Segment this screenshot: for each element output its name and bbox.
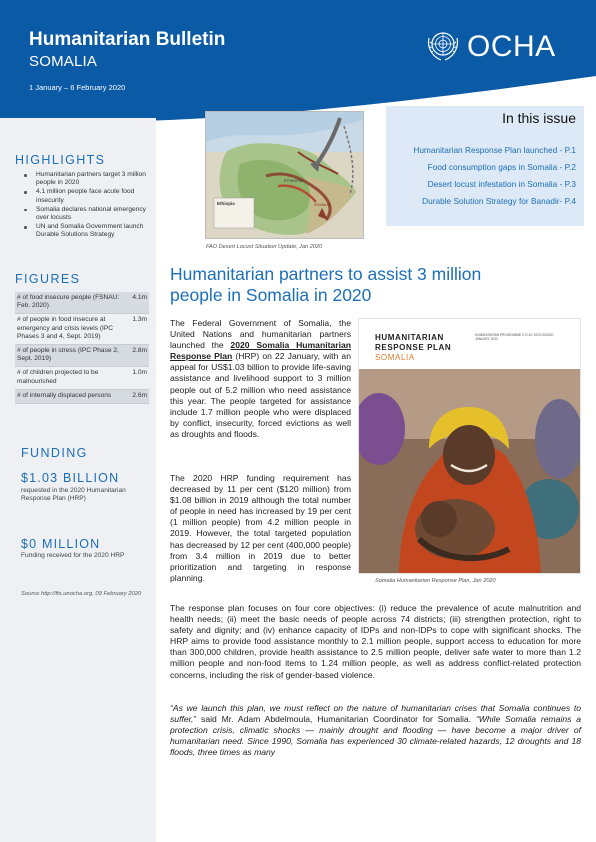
funding-received-amount: $0 MILLION [21,537,101,551]
figures-row [15,292,149,314]
hrp-cover-country: SOMALIA [375,353,415,362]
figure-label: # of children projected to be malnourished [15,367,125,389]
article-paragraph-4 [170,703,581,758]
map-label-somalia: SOMALIA [314,203,331,207]
funding-heading: FUNDING [21,446,88,460]
figure-value: 1.0m [125,367,149,389]
highlight-item: 4.1 million people face acute food insecurity [22,188,152,204]
map-legend-title: Ethiopia [217,201,235,206]
funding-requested-amount: $1.03 BILLION [21,471,120,485]
quote-2: “While Somalia remains a protection crisis, climatic shocks — mainly drought and flooding — have become a major driver of humanitarian need. Since 1990, Somalia has experienced 30 climate-related hazards, 12 droughts and 18 floods, three times as many [170,714,581,758]
figure-value: 2.6m [125,389,149,403]
highlight-item: Humanitarian partners target 3 million people in 2020 [22,171,152,187]
map-label-ethiopia: ETHIOPIA [284,178,303,183]
highlights-list [22,171,152,241]
figures-row [15,367,149,389]
hrp-cover-image [358,318,581,574]
hrp-cover-caption: Somalia Humanitarian Response Plan, Jan 2020 [375,578,496,584]
figures-heading: FIGURES [15,272,81,286]
funding-received-description: Funding received for the 2020 HRP [21,552,125,559]
funding-requested-description: requested in the 2020 Humanitarian Response Plan (HRP) [21,487,126,503]
figure-label: # of internally displaced persons [15,389,125,403]
map-caption: FAO Desert Locust Situation Update, Jan 2020 [206,244,323,250]
date-range: 1 January – 6 February 2020 [29,83,126,92]
ocha-wordmark: OCHA [467,30,556,63]
figure-label: # of people in food insecure at emergency and crisis levels (IPC Phases 3 and 4, Sept. 2019) [15,314,125,345]
para1-text-start: The Federal Government of Somalia, the United Nations and humanitarian partners launched the [170,318,351,351]
highlight-item: Somalia declares national emergency over locusts [22,206,152,222]
figure-label: # of people in stress (IPC Phase 2, Sept. 2019) [15,345,125,367]
issue-link[interactable]: Desert locust infestation in Somalia - P.3 [427,179,576,189]
quote-1-attribution: ” said Mr. Adam Abdelmoula, Humanitarian Coordinator for Somalia. [193,714,472,725]
bulletin-title: Humanitarian Bulletin [29,29,226,50]
in-this-issue-box [386,106,584,226]
country-name: SOMALIA [29,53,98,70]
article-paragraph-3: The response plan focuses on four core objectives: (i) reduce the prevalence of acute malnutrition and health needs; (ii) meet the basic needs of people across 74 districts; (iii) strengthen protection, right to safety and dignity; and (iv) enhance capacity of IDPs and non-IDPs to cope with significant shocks. The HRP aims to provide food assistance monthly to 2.1 million people, support access to education for more than 300,000 children, provide health assistance to 2.5 million people, deliver safe water to more than 1.2 million people and non-food items to 1.24 million people, as well as address conflict-related protection concerns, including the risk of gender-based violence. [170,603,581,680]
in-this-issue-list [413,142,576,210]
article-title: Humanitarian partners to assist 3 million people in Somalia in 2020 [170,264,482,305]
figures-row [15,389,149,403]
figures-row [15,345,149,367]
issue-link[interactable]: Humanitarian Response Plan launched - P.1 [413,145,576,155]
figure-value: 4.1m [125,292,149,314]
figure-label: # of food insecure people (FSNAU: Feb. 2020) [15,292,125,314]
hrp-cover-subtitle: HUMANITARIAN PROGRAMME CYCLE 2020 ISSUED JANUARY 2020 [475,333,554,341]
hrp-cover-title-line-1: HUMANITARIAN [375,333,444,342]
locust-map-image [206,112,364,239]
figure-value: 1.3m [125,314,149,345]
hrp-cover-title-line-2: RESPONSE PLAN [375,342,452,352]
in-this-issue-heading: In this issue [502,110,576,126]
locust-map-figure [205,111,364,239]
highlight-item: UN and Somalia Government launch Durable Solutions Strategy [22,223,152,239]
quote-1: “As we launch this plan, we must reflect on the nature of humanitarian crises that Somalia continues to suffer, [170,703,581,725]
figures-table [15,292,149,404]
mother-and-child-photo [359,369,581,574]
figure-value: 2.8m [125,345,149,367]
figures-row [15,314,149,345]
highlights-heading: HIGHLIGHTS [15,153,106,167]
para1-text-end: (HRP) on 22 January, with an appeal for US$1.03 billion to provide life-saving assistance and livelihood support to 3 million people out of 5.2 million who need assistance this year. The people targeted for assistance include 1.7 million people who were displaced by conflict, insecurity, forced evictions as well as droughts and floods. [170,351,351,439]
article-paragraph-1 [170,318,351,440]
article-paragraph-2: The 2020 HRP funding requirement has decreased by 11 per cent ($120 million) from $1.08 billion in 2019 although the total number of people in need has increased by 19 per cent (1 million people) from 4.2 million people in 2019. However, the total targeted population has decreased by 12 per cent (400,000 people) from 3.4 million in 2019 due to better prioritization and targeting in response planning. [170,473,351,583]
un-emblem-icon [425,28,461,64]
hrp-cover-title [375,333,451,352]
funding-source-note: Source http://fts.unocha.org, 09 February 2020 [21,591,142,597]
issue-link[interactable]: Food consumption gaps in Somalia - P.2 [427,162,576,172]
issue-link[interactable]: Durable Solution Strategy for Banadir- P.4 [422,196,576,206]
hrp-link[interactable]: 2020 Somalia Humanitarian Response Plan [170,340,351,362]
ocha-logo [425,28,565,62]
